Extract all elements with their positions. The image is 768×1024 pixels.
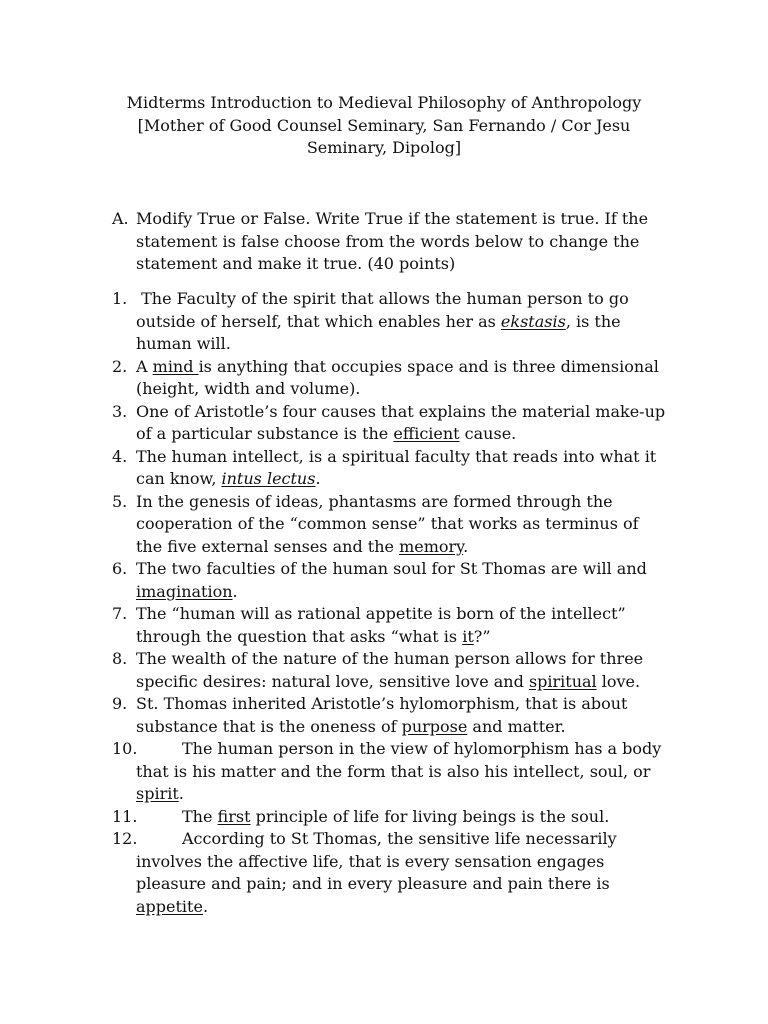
underlined-term: purpose — [401, 716, 468, 736]
title-line-2: [Mother of Good Counsel Seminary, San Fernando / Cor Jesu — [137, 115, 631, 135]
item-number: 4. — [112, 446, 128, 466]
underlined-term: efficient — [393, 424, 460, 443]
item-text: One of Aristotle’s four causes that explains the material make-up — [136, 401, 666, 421]
item-number: 7. — [112, 604, 128, 623]
question-item-2 — [112, 356, 692, 401]
item-text: involves the affective life, that is every sensation engages — [136, 851, 605, 871]
question-item-11 — [112, 806, 692, 829]
item-text: and matter. — [467, 716, 566, 736]
question-item-12 — [112, 828, 692, 918]
item-text: love. — [596, 671, 641, 691]
item-text: . — [202, 896, 209, 916]
item-text: A — [136, 356, 153, 376]
item-text: through the question that asks “what is — [136, 626, 463, 646]
item-number: 3. — [112, 401, 128, 421]
question-item-3 — [112, 401, 692, 446]
item-text: can know, — [136, 469, 222, 488]
item-text: The “human will as rational appetite is born of the intellect” — [136, 604, 626, 623]
item-text: St. Thomas inherited Aristotle’s hylomorphism, that is about — [136, 694, 628, 713]
document-title — [80, 92, 688, 160]
item-text: The Faculty of the spirit that allows the human person to go — [136, 289, 629, 308]
item-number: 10. — [112, 739, 138, 758]
item-text: , is the — [565, 311, 621, 331]
item-text: cooperation of the “common sense” that works as terminus of — [136, 514, 639, 533]
item-text: of a particular substance is the — [136, 424, 394, 443]
title-line-1: Midterms Introduction to Medieval Philosophy of Anthropology — [126, 93, 642, 112]
item-text: outside of herself, that which enables her as — [136, 311, 501, 331]
item-number: 8. — [112, 649, 128, 668]
item-text: The human person in the view of hylomorphism has a body — [182, 739, 662, 758]
item-text: . — [463, 536, 469, 556]
item-text: cause. — [459, 424, 517, 443]
section-a-instructions — [112, 208, 692, 276]
item-number: 1. — [112, 289, 128, 308]
underlined-term: spiritual — [528, 671, 597, 691]
item-text: The two faculties of the human soul for St Thomas are will and — [136, 559, 647, 578]
question-list — [112, 288, 692, 918]
underlined-term: intus lectus — [221, 469, 316, 488]
question-item-1 — [112, 288, 692, 356]
item-text: substance that is the oneness of — [136, 716, 402, 736]
question-item-5 — [112, 491, 692, 559]
item-text: human will. — [136, 334, 231, 353]
item-text: . — [232, 581, 238, 601]
item-text: pleasure and pain; and in every pleasure and pain there is — [136, 874, 610, 893]
item-number: 11. — [112, 806, 138, 826]
instruction-line-3: statement and make it true. (40 points) — [136, 254, 456, 273]
underlined-term: memory — [399, 536, 464, 556]
section-letter: A. — [112, 209, 129, 228]
question-item-7 — [112, 603, 692, 648]
item-number: 2. — [112, 356, 128, 376]
underlined-term: mind — [152, 356, 199, 376]
item-text: In the genesis of ideas, phantasms are formed through the — [136, 491, 613, 511]
item-number: 5. — [112, 491, 128, 511]
item-text: The human intellect, is a spiritual faculty that reads into what it — [136, 446, 657, 466]
underlined-term: appetite — [136, 896, 203, 916]
item-number: 12. — [112, 829, 138, 848]
question-item-6 — [112, 558, 692, 603]
item-text: . — [178, 784, 184, 803]
item-text: ?” — [473, 626, 491, 646]
underlined-term: first — [217, 806, 251, 826]
item-text: The — [182, 806, 218, 826]
underlined-term: ekstasis — [500, 311, 566, 331]
underlined-term: it — [462, 626, 474, 646]
question-item-9 — [112, 693, 692, 738]
question-item-8 — [112, 648, 692, 693]
item-text: According to St Thomas, the sensitive life necessarily — [182, 829, 617, 848]
item-text: (height, width and volume). — [136, 379, 361, 398]
item-text: principle of life for living beings is the soul. — [250, 806, 610, 826]
item-text: The wealth of the nature of the human person allows for three — [136, 649, 644, 668]
underlined-term: spirit — [136, 784, 179, 803]
instruction-line-2: statement is false choose from the words below to change the — [136, 231, 640, 251]
title-line-3: Seminary, Dipolog] — [306, 138, 462, 157]
item-text: that is his matter and the form that is also his intellect, soul, or — [136, 761, 651, 781]
item-text: specific desires: natural love, sensitive love and — [136, 671, 529, 691]
item-text: the five external senses and the — [136, 536, 400, 556]
item-number: 6. — [112, 559, 128, 578]
underlined-term: imagination — [136, 581, 233, 601]
question-item-4 — [112, 446, 692, 491]
item-text: . — [315, 469, 321, 488]
item-text: is anything that occupies space and is three dimensional — [198, 356, 659, 376]
item-number: 9. — [112, 694, 128, 713]
question-item-10 — [112, 738, 692, 806]
instruction-line-1: Modify True or False. Write True if the statement is true. If the — [136, 209, 649, 228]
